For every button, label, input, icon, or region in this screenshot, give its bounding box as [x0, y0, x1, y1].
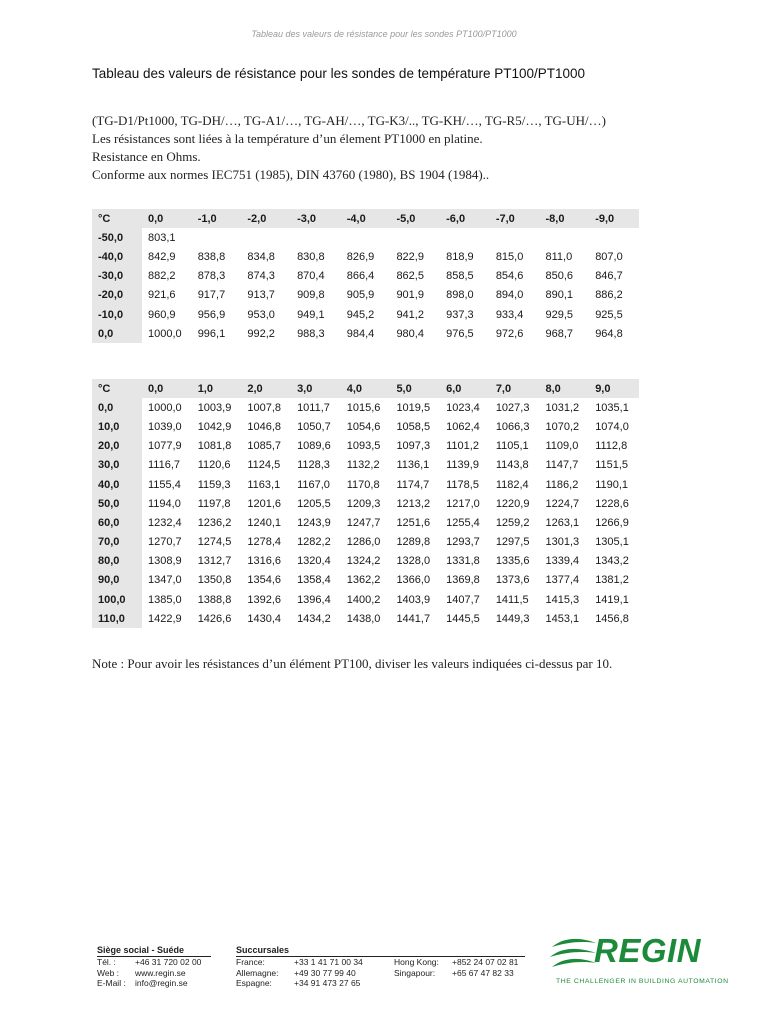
- footer-headquarters: [97, 945, 211, 989]
- table-cell: 1324,2: [346, 555, 381, 568]
- row-header-cell: -30,0: [92, 267, 142, 286]
- table-cell: 1109,0: [545, 440, 579, 453]
- footer-branch-row: [236, 978, 525, 989]
- resistance-table-positive: [92, 379, 639, 628]
- table-cell: 1388,8: [197, 593, 232, 606]
- table-cell: 1305,1: [595, 536, 629, 549]
- column-header-cell: -5,0: [390, 209, 440, 228]
- table-cell: 1182,4: [495, 478, 529, 491]
- row-header-cell: 20,0: [92, 437, 142, 456]
- table-cell: 838,8: [197, 250, 226, 263]
- table-cell: 1308,9: [148, 555, 182, 568]
- table-cell: [241, 228, 291, 247]
- footer-label: France:: [236, 957, 265, 967]
- table-cell: 1174,7: [396, 478, 430, 491]
- table-cell: 917,7: [197, 289, 226, 302]
- table-cell: 1422,9: [148, 612, 182, 625]
- table-cell: 1132,2: [346, 459, 380, 472]
- table-cell: 1213,2: [396, 497, 431, 510]
- table-cell: 862,5: [396, 270, 424, 283]
- table-cell: 1411,5: [495, 593, 529, 606]
- table-cell: 976,5: [446, 327, 474, 340]
- footer-branches: [236, 945, 525, 989]
- row-header-cell: -10,0: [92, 305, 142, 324]
- table-row: [92, 398, 639, 417]
- row-header-cell: -40,0: [92, 247, 142, 266]
- table-cell: 1217,0: [446, 497, 480, 510]
- table-cell: 830,8: [297, 250, 325, 263]
- table-cell: 1358,4: [297, 574, 331, 587]
- table-cell: 1228,6: [595, 497, 629, 510]
- table-cell: 1243,9: [297, 516, 331, 529]
- table-cell: 1074,0: [595, 420, 629, 433]
- intro-line: Les résistances sont liées à la température d’un élement PT1000 en platine.: [92, 131, 483, 146]
- table-cell: [291, 228, 341, 247]
- table-cell: 1328,0: [396, 555, 431, 568]
- table-cell: 1205,5: [297, 497, 331, 510]
- table-cell: 1263,1: [545, 516, 580, 529]
- footer-value: +65 67 47 82 33: [452, 967, 514, 978]
- intro-line: (TG-D1/Pt1000, TG-DH/…, TG-A1/…, TG-AH/…, TG-K3/.., TG-KH/…, TG-R5/…, TG-UH/…): [92, 113, 606, 128]
- table-cell: 1289,8: [396, 536, 431, 549]
- table-cell: 1251,6: [396, 516, 431, 529]
- table-cell: 1186,2: [545, 478, 579, 491]
- footer-value[interactable]: www.regin.se: [135, 967, 186, 978]
- table-cell: 1343,2: [595, 555, 629, 568]
- footer-label: Web :: [97, 967, 120, 978]
- table-cell: 1377,4: [545, 574, 580, 587]
- table-cell: 1362,2: [346, 574, 381, 587]
- table-cell: 1274,5: [197, 536, 232, 549]
- table-cell: 1373,6: [495, 574, 530, 587]
- row-header-cell: 100,0: [92, 590, 142, 609]
- footer-hq-row: [97, 978, 211, 989]
- table-cell: 1000,0: [148, 401, 182, 414]
- table-cell: 905,9: [346, 289, 375, 302]
- table-row: [92, 305, 639, 324]
- column-header-cell: 9,0: [589, 379, 639, 398]
- regin-wordmark: REGIN: [594, 932, 702, 969]
- table-cell: 1023,4: [446, 401, 480, 414]
- table-cell: [390, 228, 440, 247]
- table-row: [92, 228, 639, 247]
- column-header-cell: -4,0: [341, 209, 391, 228]
- table-cell: 964,8: [595, 327, 623, 340]
- table-cell: 854,6: [495, 270, 524, 283]
- table-cell: 1190,1: [595, 478, 629, 491]
- table-cell: 842,9: [148, 250, 176, 263]
- table-cell: 878,3: [197, 270, 226, 283]
- table-cell: 933,4: [495, 308, 524, 321]
- table-cell: 1220,9: [495, 497, 530, 510]
- table-cell: 1011,7: [297, 401, 330, 414]
- table-cell: 1259,2: [495, 516, 530, 529]
- table-cell: 1456,8: [595, 612, 629, 625]
- table-cell: 937,3: [446, 308, 474, 321]
- table-cell: 858,5: [446, 270, 474, 283]
- column-header-cell: 5,0: [390, 379, 440, 398]
- column-header-cell: 1,0: [192, 379, 242, 398]
- row-header-cell: 10,0: [92, 417, 142, 436]
- column-header-cell: 7,0: [490, 379, 540, 398]
- footer-label: Hong Kong:: [394, 957, 439, 967]
- table-row: [92, 590, 639, 609]
- table-cell: 1232,4: [148, 516, 182, 529]
- row-header-cell: 80,0: [92, 552, 142, 571]
- table-cell: 1089,6: [297, 440, 331, 453]
- table-cell: 1282,2: [297, 536, 331, 549]
- table-cell: 1124,5: [247, 459, 281, 472]
- table-cell: 1201,6: [247, 497, 282, 510]
- footer-value[interactable]: info@regin.se: [135, 978, 188, 989]
- table-cell: 1197,8: [197, 497, 231, 510]
- table-cell: 874,3: [247, 270, 275, 283]
- table-cell: 960,9: [148, 308, 176, 321]
- row-header-cell: 70,0: [92, 533, 142, 552]
- table-cell: 988,3: [297, 327, 325, 340]
- footer-hq-title: Siège social - Suéde: [97, 945, 211, 957]
- table-cell: 1236,2: [197, 516, 232, 529]
- column-header-cell: 0,0: [142, 209, 192, 228]
- table-cell: 1369,8: [446, 574, 480, 587]
- column-header-cell: 3,0: [291, 379, 341, 398]
- table-cell: 972,6: [495, 327, 524, 340]
- table-cell: 1000,0: [148, 327, 182, 340]
- table-cell: 1434,2: [297, 612, 331, 625]
- table-cell: 1066,3: [495, 420, 530, 433]
- table-cell: 1381,2: [595, 574, 629, 587]
- column-header-cell: -1,0: [192, 209, 242, 228]
- table-cell: 866,4: [346, 270, 375, 283]
- row-header-cell: 50,0: [92, 494, 142, 513]
- column-header-cell: 8,0: [540, 379, 590, 398]
- table-cell: 818,9: [446, 250, 474, 263]
- table-cell: 1112,8: [595, 440, 628, 453]
- table-cell: 1400,2: [346, 593, 381, 606]
- row-header-cell: 30,0: [92, 456, 142, 475]
- table-cell: [440, 228, 490, 247]
- footer-branch-row: [236, 968, 525, 979]
- table-cell: 1419,1: [595, 593, 629, 606]
- table-cell: 1081,8: [197, 440, 232, 453]
- row-header-cell: 60,0: [92, 513, 142, 532]
- table-cell: 1194,0: [148, 497, 181, 510]
- table-cell: 826,9: [346, 250, 375, 263]
- table-cell: 909,8: [297, 289, 325, 302]
- table-cell: 1139,9: [446, 459, 479, 472]
- footer-branch-row: [236, 957, 525, 968]
- table-row: [92, 552, 639, 571]
- footer-label: Espagne:: [236, 978, 272, 989]
- table-cell: 1070,2: [545, 420, 580, 433]
- table-cell: 1350,8: [197, 574, 232, 587]
- table-cell: 1039,0: [148, 420, 182, 433]
- footer-value: +33 1 41 71 00 34: [294, 957, 363, 967]
- table-cell: 1445,5: [446, 612, 480, 625]
- table-cell: 992,2: [247, 327, 275, 340]
- table-cell: 956,9: [197, 308, 226, 321]
- row-header-cell: -20,0: [92, 286, 142, 305]
- table-row: [92, 533, 639, 552]
- column-header-cell: 0,0: [142, 379, 192, 398]
- footer-value: +49 30 77 99 40: [294, 967, 356, 978]
- table-cell: [589, 228, 639, 247]
- column-header-cell: 6,0: [440, 379, 490, 398]
- table-cell: 1247,7: [346, 516, 381, 529]
- table-cell: 811,0: [545, 250, 573, 263]
- footer-value: +34 91 473 27 65: [294, 978, 361, 989]
- table-cell: 1286,0: [346, 536, 381, 549]
- intro-text: [92, 112, 606, 184]
- table-cell: 1320,4: [297, 555, 331, 568]
- table-cell: 815,0: [495, 250, 524, 263]
- table-cell: [490, 228, 540, 247]
- table-cell: 1151,5: [595, 459, 629, 472]
- table-cell: [192, 228, 242, 247]
- table-cell: 1316,6: [247, 555, 282, 568]
- table-cell: 1003,9: [197, 401, 232, 414]
- table-cell: 1093,5: [346, 440, 381, 453]
- footer-value: +46 31 720 02 00: [135, 957, 202, 967]
- table-cell: 1035,1: [595, 401, 629, 414]
- table-cell: 1077,9: [148, 440, 182, 453]
- table-cell: 1266,9: [595, 516, 629, 529]
- table-cell: 850,6: [545, 270, 574, 283]
- table-cell: 1449,3: [495, 612, 530, 625]
- table-cell: 1240,1: [247, 516, 282, 529]
- unit-header-cell: °C: [92, 379, 142, 398]
- table-cell: 1438,0: [346, 612, 381, 625]
- table-cell: 1415,3: [545, 593, 580, 606]
- table-cell: 1136,1: [396, 459, 430, 472]
- table-cell: 1097,3: [396, 440, 431, 453]
- table-cell: 1339,4: [545, 555, 580, 568]
- column-header-cell: -7,0: [490, 209, 540, 228]
- table-cell: 834,8: [247, 250, 275, 263]
- table-cell: 803,1: [148, 231, 176, 244]
- table-cell: 945,2: [346, 308, 375, 321]
- column-header-cell: -8,0: [540, 209, 590, 228]
- footer-label: Tél. :: [97, 957, 116, 967]
- table-cell: 807,0: [595, 250, 623, 263]
- table-cell: 1120,6: [197, 459, 231, 472]
- resistance-table-negative: [92, 209, 639, 343]
- table-cell: 1116,7: [148, 459, 181, 472]
- table-cell: [540, 228, 590, 247]
- column-header-cell: 4,0: [341, 379, 391, 398]
- table-cell: 1354,6: [247, 574, 282, 587]
- table-cell: 984,4: [346, 327, 375, 340]
- table-cell: 949,1: [297, 308, 325, 321]
- row-header-cell: 110,0: [92, 609, 142, 628]
- table-cell: 1128,3: [297, 459, 330, 472]
- intro-line: Resistance en Ohms.: [92, 149, 201, 164]
- table-cell: 1301,3: [545, 536, 580, 549]
- table-cell: 1159,3: [197, 478, 231, 491]
- table-row: [92, 417, 639, 436]
- table-cell: 1430,4: [247, 612, 282, 625]
- table-cell: 890,1: [545, 289, 574, 302]
- column-header-cell: -6,0: [440, 209, 490, 228]
- footer-hq-row: [97, 957, 211, 968]
- table-cell: 1407,7: [446, 593, 480, 606]
- page-title: Tableau des valeurs de résistance pour les sondes de température PT100/PT1000: [92, 66, 586, 81]
- table-cell: 1147,7: [545, 459, 579, 472]
- regin-swoosh-icon: [548, 935, 598, 971]
- table-cell: 1042,9: [197, 420, 232, 433]
- unit-header-cell: °C: [92, 209, 142, 228]
- table-cell: 846,7: [595, 270, 623, 283]
- table-row: [92, 267, 639, 286]
- table-cell: 1403,9: [396, 593, 431, 606]
- row-header-cell: -50,0: [92, 228, 142, 247]
- table-cell: 1396,4: [297, 593, 331, 606]
- table-cell: 980,4: [396, 327, 424, 340]
- table-cell: 929,5: [545, 308, 574, 321]
- table-cell: 1058,5: [396, 420, 431, 433]
- table-cell: 1224,7: [545, 497, 580, 510]
- table-row: [92, 247, 639, 266]
- table-cell: 1163,1: [247, 478, 281, 491]
- column-header-cell: -9,0: [589, 209, 639, 228]
- table-cell: 953,0: [247, 308, 275, 321]
- table-cell: 1441,7: [396, 612, 431, 625]
- footer-label: E-Mail :: [97, 978, 126, 989]
- running-head: Tableau des valeurs de résistance pour les sondes PT100/PT1000: [251, 29, 517, 39]
- table-cell: 1143,8: [495, 459, 529, 472]
- table-row: [92, 571, 639, 590]
- table-cell: 1270,7: [148, 536, 182, 549]
- table-cell: 1366,0: [396, 574, 431, 587]
- table-cell: 1101,2: [446, 440, 479, 453]
- table-cell: 1007,8: [247, 401, 282, 414]
- column-header-cell: -2,0: [241, 209, 291, 228]
- table-cell: 968,7: [545, 327, 574, 340]
- table-cell: 1046,8: [247, 420, 282, 433]
- table-cell: 1019,5: [396, 401, 431, 414]
- table-cell: 921,6: [148, 289, 176, 302]
- column-header-cell: -3,0: [291, 209, 341, 228]
- table-cell: 822,9: [396, 250, 424, 263]
- table-header-row: [92, 379, 639, 398]
- row-header-cell: 0,0: [92, 398, 142, 417]
- table-row: [92, 286, 639, 305]
- table-cell: 1312,7: [197, 555, 232, 568]
- table-row: [92, 324, 639, 343]
- table-cell: 1331,8: [446, 555, 480, 568]
- table-cell: [341, 228, 391, 247]
- footer-label: Allemagne:: [236, 967, 279, 978]
- footer-hq-row: [97, 968, 211, 979]
- table-row: [92, 494, 639, 513]
- regin-tagline: THE CHALLENGER IN BUILDING AUTOMATION: [556, 978, 729, 985]
- footer-label: Singapour:: [394, 967, 436, 978]
- table-cell: 1167,0: [297, 478, 330, 491]
- table-cell: 1426,6: [197, 612, 232, 625]
- column-header-cell: 2,0: [241, 379, 291, 398]
- row-header-cell: 40,0: [92, 475, 142, 494]
- table-cell: 1293,7: [446, 536, 480, 549]
- regin-logo: [548, 933, 738, 993]
- table-cell: 1335,6: [495, 555, 530, 568]
- table-cell: 894,0: [495, 289, 524, 302]
- table-cell: 1155,4: [148, 478, 181, 491]
- table-row: [92, 437, 639, 456]
- row-header-cell: 0,0: [92, 324, 142, 343]
- table-cell: 1297,5: [495, 536, 530, 549]
- table-cell: 941,2: [396, 308, 424, 321]
- footer-branches-title: Succursales: [236, 945, 525, 957]
- table-cell: 1170,8: [346, 478, 380, 491]
- table-cell: 1385,0: [148, 593, 182, 606]
- table-cell: 996,1: [197, 327, 226, 340]
- table-cell: 1015,6: [346, 401, 381, 414]
- table-cell: 1050,7: [297, 420, 331, 433]
- table-cell: 882,2: [148, 270, 176, 283]
- table-cell: 1027,3: [495, 401, 530, 414]
- footer-value: +852 24 07 02 81: [452, 957, 519, 967]
- table-cell: 1347,0: [148, 574, 182, 587]
- table-header-row: [92, 209, 639, 228]
- table-cell: 1392,6: [247, 593, 282, 606]
- table-cell: 1085,7: [247, 440, 282, 453]
- table-row: [92, 609, 639, 628]
- table-cell: 1255,4: [446, 516, 480, 529]
- note-text: Note : Pour avoir les résistances d’un élément PT100, diviser les valeurs indiquées ci-dessus par 10.: [92, 656, 613, 671]
- table-cell: 886,2: [595, 289, 623, 302]
- table-cell: 1178,5: [446, 478, 479, 491]
- table-row: [92, 475, 639, 494]
- table-cell: 1105,1: [495, 440, 529, 453]
- table-cell: 1453,1: [545, 612, 580, 625]
- table-row: [92, 456, 639, 475]
- table-cell: 1209,3: [346, 497, 381, 510]
- table-cell: 901,9: [396, 289, 424, 302]
- table-cell: 913,7: [247, 289, 275, 302]
- table-cell: 1278,4: [247, 536, 282, 549]
- table-cell: 898,0: [446, 289, 474, 302]
- table-cell: 1054,6: [346, 420, 381, 433]
- table-cell: 870,4: [297, 270, 325, 283]
- table-cell: 1031,2: [545, 401, 580, 414]
- row-header-cell: 90,0: [92, 571, 142, 590]
- intro-line: Conforme aux normes IEC751 (1985), DIN 43760 (1980), BS 1904 (1984)..: [92, 167, 490, 182]
- table-cell: 1062,4: [446, 420, 480, 433]
- table-row: [92, 513, 639, 532]
- table-cell: 925,5: [595, 308, 623, 321]
